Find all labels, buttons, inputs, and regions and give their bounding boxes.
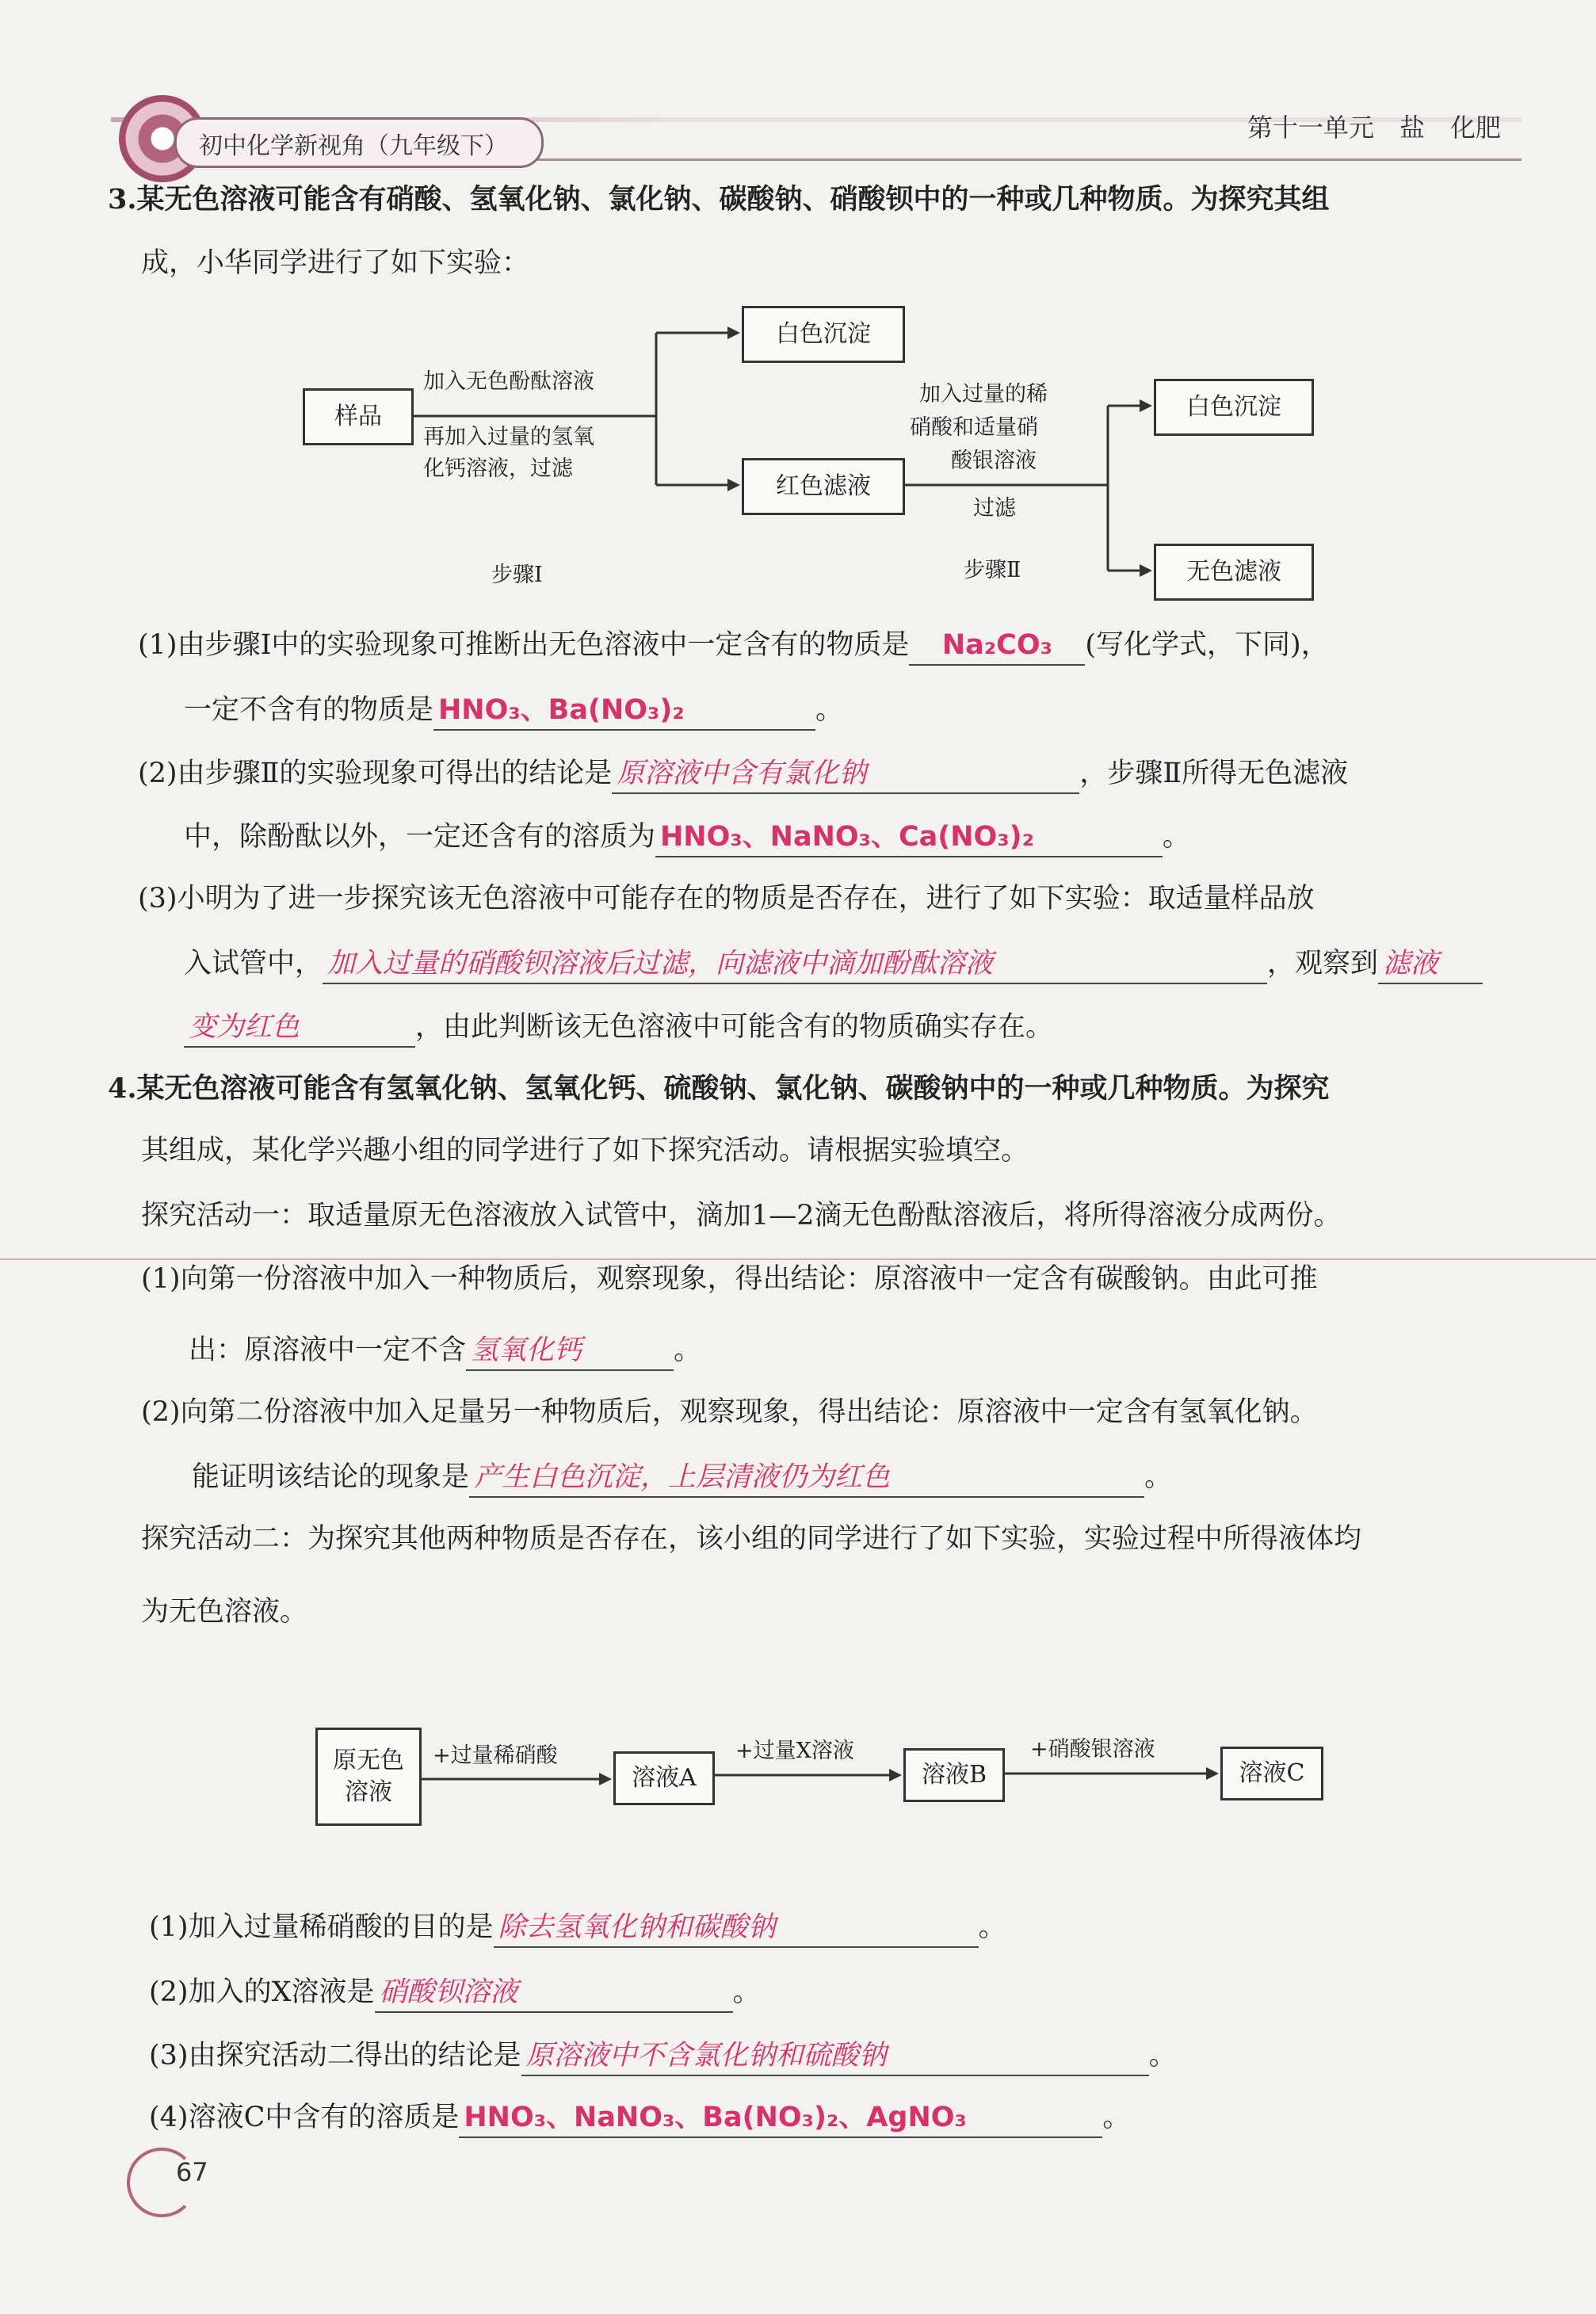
book-title: 初中化学新视角（九年级下）	[199, 132, 508, 160]
q4-sub1-answer: 除去氢氧化钠和碳酸钠	[494, 1908, 979, 1948]
q4-title-line2: 其组成，某化学兴趣小组的同学进行了如下探究活动。请根据实验填空。	[141, 1135, 1029, 1167]
q3-answer-3b-part1: 滤液	[1378, 945, 1483, 984]
q3-answer-3a: 加入过量的硝酸钡溶液后过滤，向滤液中滴加酚酞溶液	[323, 945, 1267, 984]
arrow1-reagent: +过量稀硝酸	[433, 1743, 558, 1768]
q4-sub2: (2)加入的X溶液是 硝酸钡溶液 。	[149, 1973, 761, 2013]
q4-activity2-line2: 为无色溶液。	[141, 1596, 308, 1628]
step1-reagent-below-a: 再加入过量的氢氧	[423, 425, 594, 449]
q3-part1-line2: 一定不含有的物质是 HNO₃、Ba(NO₃)₂ 。	[184, 691, 843, 731]
q4-flow-arrows	[0, 1704, 1596, 1846]
box-colorless-filtrate: 无色滤液	[1154, 544, 1314, 601]
q4-sub1: (1)加入过量稀硝酸的目的是 除去氢氧化钠和碳酸钠 。	[149, 1908, 1006, 1948]
q4-title-line1: 4.某无色溶液可能含有氢氧化钠、氢氧化钙、硫酸钠、氯化钠、碳酸钠中的一种或几种物质。为探究	[108, 1072, 1330, 1105]
q4-part2-line2: 能证明该结论的现象是 产生白色沉淀，上层清液仍为红色 。	[192, 1458, 1172, 1498]
box-solution-b: 溶液B	[903, 1748, 1005, 1802]
q3-part3-line3: 变为红色 ，由此判断该无色溶液中可能含有的物质确实存在。	[184, 1008, 1053, 1048]
unit-title: 第十一单元 盐 化肥	[1247, 113, 1501, 143]
q3-title-line2: 成，小华同学进行了如下实验：	[141, 247, 530, 279]
q4-answer-2: 产生白色沉淀，上层清液仍为红色	[469, 1458, 1144, 1498]
q4-part1-line1: (1)向第一份溶液中加入一种物质后，观察现象，得出结论：原溶液中一定含有碳酸钠。由此可推	[141, 1263, 1318, 1295]
step2-filter: 过滤	[973, 496, 1016, 521]
box-white-precipitate-1: 白色沉淀	[742, 306, 905, 363]
q3-answer-2b: HNO₃、NaNO₃、Ca(NO₃)₂	[655, 818, 1163, 857]
q4-sub4-answer: HNO₃、NaNO₃、Ba(NO₃)₂、AgNO₃	[459, 2098, 1102, 2138]
q3-title-line1: 3.某无色溶液可能含有硝酸、氢氧化钠、氯化钠、碳酸钠、硝酸钡中的一种或几种物质。为探究其组	[108, 183, 1330, 216]
q3-answer-1a: Na₂CO₃	[909, 626, 1085, 666]
q3-answer-1b: HNO₃、Ba(NO₃)₂	[433, 691, 815, 731]
q4-sub3-answer: 原溶液中不含氯化钠和硫酸钠	[521, 2037, 1149, 2076]
arrow2-reagent: +过量X溶液	[735, 1739, 854, 1763]
step2-reagent-c: 酸银溶液	[951, 449, 1037, 473]
q3-part2-line2: 中，除酚酞以外，一定还含有的溶质为 HNO₃、NaNO₃、Ca(NO₃)₂ 。	[184, 818, 1190, 857]
q4-part2-line1: (2)向第二份溶液中加入足量另一种物质后，观察现象，得出结论：原溶液中一定含有氢氧化钠。	[141, 1396, 1318, 1428]
step2-reagent-a: 加入过量的稀	[919, 382, 1048, 407]
step2-reagent-b: 硝酸和适量硝	[910, 415, 1038, 440]
q3-part1-line1: (1)由步骤Ⅰ中的实验现象可推断出无色溶液中一定含有的物质是 Na₂CO₃ (写化学式，下同)，	[138, 626, 1329, 666]
box-sample: 样品	[303, 388, 414, 445]
q3-answer-3b-part2: 变为红色	[184, 1008, 415, 1048]
q3-part3-line1: (3)小明为了进一步探究该无色溶液中可能存在的物质是否存在，进行了如下实验：取适量样品放	[138, 883, 1315, 915]
q4-part1-line2: 出：原溶液中一定不含 氢氧化钙 。	[189, 1331, 701, 1371]
box-solution-a: 溶液A	[613, 1751, 715, 1805]
step1-reagent-below-b: 化钙溶液，过滤	[423, 456, 573, 481]
step1-label: 步骤Ⅰ	[491, 563, 543, 587]
q4-sub3: (3)由探究活动二得出的结论是 原溶液中不含氯化钠和硫酸钠 。	[149, 2037, 1177, 2076]
step2-label: 步骤Ⅱ	[964, 558, 1021, 582]
box-original-solution: 原无色 溶液	[315, 1728, 422, 1826]
q4-answer-1: 氢氧化钙	[466, 1331, 674, 1371]
box-white-precipitate-2: 白色沉淀	[1154, 379, 1314, 436]
q4-activity1: 探究活动一：取适量原无色溶液放入试管中，滴加1—2滴无色酚酞溶液后，将所得溶液分成两份。	[141, 1200, 1342, 1231]
q4-activity2-line1: 探究活动二：为探究其他两种物质是否存在，该小组的同学进行了如下实验，实验过程中所得液体均	[141, 1523, 1362, 1555]
box-solution-c: 溶液C	[1220, 1747, 1323, 1800]
q3-answer-2a: 原溶液中含有氯化钠	[612, 754, 1079, 794]
arrow3-reagent: +硝酸银溶液	[1030, 1737, 1155, 1762]
q4-sub2-answer: 硝酸钡溶液	[375, 1973, 733, 2013]
q4-sub4: (4)溶液C中含有的溶质是 HNO₃、NaNO₃、Ba(NO₃)₂、AgNO₃ 。	[149, 2098, 1130, 2138]
q3-part3-line2: 入试管中， 加入过量的硝酸钡溶液后过滤，向滤液中滴加酚酞溶液 ，观察到 滤液	[184, 945, 1483, 984]
q3-part2-line1: (2)由步骤Ⅱ的实验现象可得出的结论是 原溶液中含有氯化钠 ，步骤Ⅱ所得无色滤液	[138, 754, 1348, 794]
step1-reagent-above: 加入无色酚酞溶液	[423, 369, 594, 394]
page-number: 67	[176, 2157, 208, 2187]
box-red-filtrate: 红色滤液	[742, 458, 905, 515]
